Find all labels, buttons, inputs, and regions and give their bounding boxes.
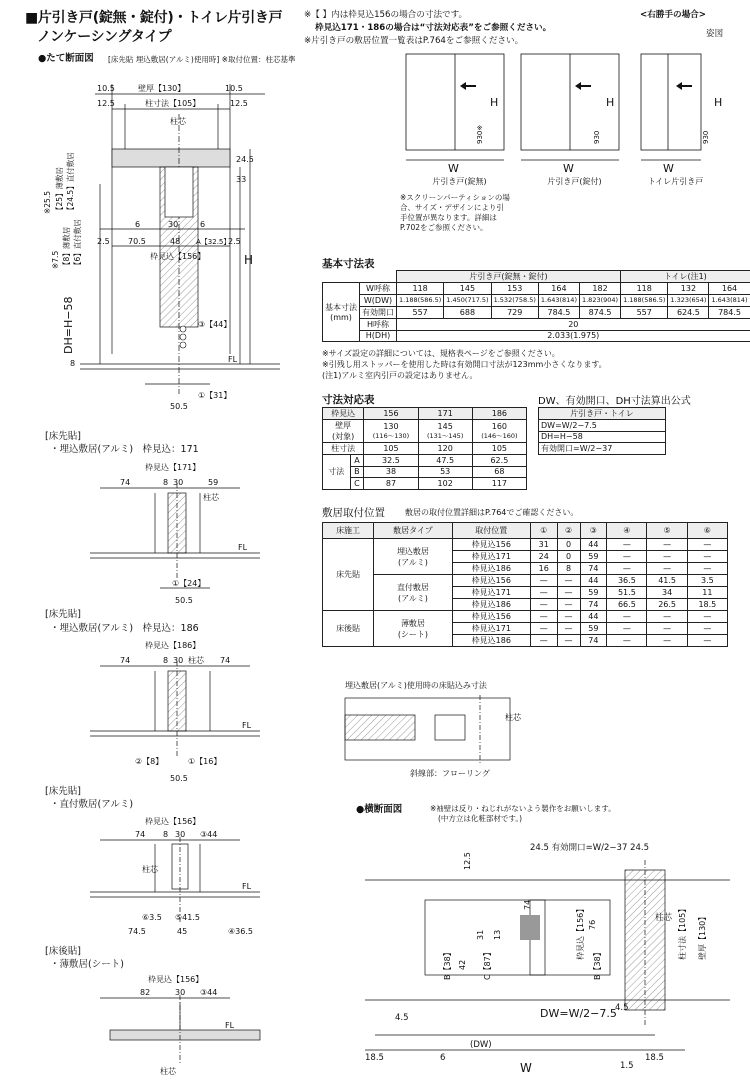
svg-text:8: 8 (163, 478, 169, 487)
floor-detail-caption: 斜線部：フローリング (410, 769, 490, 778)
vs-dim-20: 70.5 (128, 237, 146, 246)
vs-dim-32: ①【31】 (198, 391, 232, 400)
basic-group2: トイレ(注1) (621, 271, 750, 283)
svg-text:74: 74 (120, 656, 131, 665)
svg-text:74: 74 (120, 478, 131, 487)
vs-fl: FL (228, 355, 238, 364)
svg-text:FL: FL (238, 543, 248, 552)
vs-dim-18: 6 (200, 220, 206, 229)
basic-table-notes: ※サイズ設定の詳細については、規格表ページをご参照ください。 ※引残し用ストッパーを使用した時は有効開口寸法が123mm小さくなります。 (注1)アルミ室内引戸の設定はありません。 (322, 349, 607, 380)
svg-text:50.5: 50.5 (175, 596, 193, 605)
detail1-head: [床先貼] (45, 431, 81, 442)
svg-text:B【38】: B【38】 (443, 948, 452, 980)
svg-text:30: 30 (175, 988, 186, 997)
vs-dim-11: 24.5 (236, 155, 254, 164)
svg-text:③44: ③44 (200, 830, 218, 839)
dim-table-title: 寸法対応表 (322, 394, 375, 406)
elev2-930: 930 (593, 130, 601, 144)
basic-table-title: 基本寸法表 (322, 258, 375, 270)
svg-text:24.5 有効開口=W/2−37 24.5: 24.5 有効開口=W/2−37 24.5 (530, 843, 649, 853)
svg-text:枠見込【156】: 枠見込【156】 (576, 904, 585, 960)
row-wdw-label: W(DW) (360, 295, 397, 307)
floor-detail-drawing (340, 690, 530, 768)
svg-text:12.5: 12.5 (463, 852, 472, 870)
formula-title: DW、有効開口、DH寸法算出公式 (538, 396, 691, 407)
vs-dim-16: 6 (135, 220, 141, 229)
svg-text:W: W (520, 1061, 532, 1075)
elev3-930: 930 (702, 130, 710, 144)
svg-text:柱芯: 柱芯 (142, 865, 158, 874)
horizontal-section-title: ●横断面図 (356, 804, 403, 815)
vs-dim-4: 12.5 (97, 99, 115, 108)
vs-dim-27: ③【44】 (198, 320, 232, 329)
vs-dim-13: ※7.5 (51, 250, 60, 269)
svg-text:4.5: 4.5 (615, 1003, 629, 1013)
detail1-name: ・埋込敷居(アルミ) 枠見込：171 (50, 444, 199, 455)
vs-dim-17: 30 (168, 220, 179, 229)
sill-table-title: 敷居取付位置 (322, 507, 385, 519)
vertical-section-subtitle: [床先貼 埋込敷居(アルミ)使用時] ※取付位置：柱芯基準 (108, 55, 296, 64)
svg-text:枠見込【171】: 枠見込【171】 (145, 463, 201, 472)
detail3-head: [床先貼] (45, 786, 81, 797)
svg-text:74.5: 74.5 (128, 927, 146, 936)
basic-row-unit: (mm) (330, 313, 352, 322)
svg-text:枠見込【156】: 枠見込【156】 (145, 817, 201, 826)
svg-text:③44: ③44 (200, 988, 218, 997)
svg-text:45: 45 (177, 927, 188, 936)
detail3-drawing (60, 812, 290, 942)
basic-group1: 片引き戸(錠無・錠付) (397, 271, 621, 283)
horizontal-note: ※袖壁は反り・ねじれがないよう製作をお願いします。 (中方立は化粧部材です。) (430, 804, 616, 823)
svg-text:B【38】: B【38】 (593, 948, 602, 980)
svg-text:柱寸法【105】: 柱寸法【105】 (678, 904, 687, 960)
sill-table-note: 敷居の取付位置詳細はP.764でご確認ください。 (405, 508, 579, 517)
svg-text:①【16】: ①【16】 (188, 757, 222, 766)
detail3-name: ・直付敷居(アルミ) (50, 799, 134, 810)
svg-text:13: 13 (493, 929, 502, 940)
vs-dim-22: A【32.5】 (196, 238, 231, 246)
vs-dim-8: ※25.5 (43, 191, 52, 214)
row-w-label: W呼称 (360, 283, 397, 295)
svg-text:FL: FL (242, 882, 252, 891)
vs-h: H (244, 253, 254, 267)
elev1-w: W (448, 162, 459, 175)
note-1: ※【 】内は枠見込156の場合の寸法です。 (304, 10, 468, 20)
elev2-w: W (563, 162, 574, 175)
svg-text:18.5: 18.5 (365, 1053, 384, 1063)
elevation-label: 姿図 (706, 29, 724, 39)
svg-text:柱芯: 柱芯 (160, 1067, 176, 1076)
detail2-head: [床先貼] (45, 609, 81, 620)
vs-dim-14: 【8】薄敷居 (62, 226, 71, 269)
svg-text:74: 74 (135, 830, 146, 839)
svg-text:FL: FL (242, 721, 252, 730)
svg-text:柱芯: 柱芯 (655, 913, 673, 923)
elevation-drawings (396, 44, 736, 184)
svg-text:C【87】: C【87】 (483, 948, 492, 980)
svg-text:⑥3.5: ⑥3.5 (142, 913, 162, 922)
svg-text:⑤41.5: ⑤41.5 (175, 913, 200, 922)
row-h-label: H呼称 (360, 318, 397, 330)
page-subtitle: ノンケーシングタイプ (37, 29, 172, 45)
vertical-section-title: ●たて断面図 (38, 53, 94, 64)
svg-text:18.5: 18.5 (645, 1053, 664, 1063)
basic-dimension-table: 片引き戸(錠無・錠付) トイレ(注1) 基本寸法 (mm) W呼称 118 145 153 164 182 118 132 164 W(DW) 1.188(586.5) 1.450(717.5) 1.532(758.5) 1.643(814) 1.823(904) 1.188(586.5) 1.323(654) 1.643(814) 有効開口 557 688 729 784.5 874.5 557 624.5 784.5 H呼称 20 H(DH) 2.033(1.975) (322, 270, 750, 342)
sill-position-table: 床施工 敷居タイプ 取付位置 ① ② ③ ④ ⑤ ⑥ 床先貼 埋込敷居 (アルミ) 枠見込156 31 0 44 — — — 枠見込171 24 0 59 — — — 枠見込186 16 8 74 — — — 直付敷居 (アルミ) 枠見込156 — — 44 36.5 41.5 3.5 枠見込171 — — 59 51.5 34 11 枠見込186 — — 74 66.5 26.5 18.5 床後貼 薄敷居 (シート) 枠見込156 — — 44 — — — 枠見込171 — — 59 — — — 枠見込186 — — 74 — — — (322, 522, 728, 647)
basic-row-label: 基本寸法 (325, 303, 357, 312)
vs-dim-6: 12.5 (230, 99, 248, 108)
detail2-drawing (60, 636, 290, 784)
vs-dim-1: 10.5 (97, 84, 115, 93)
svg-text:壁厚【130】: 壁厚【130】 (698, 912, 707, 960)
right-hand-label: <右勝手の場合> (640, 10, 706, 20)
svg-text:1.5: 1.5 (620, 1061, 634, 1071)
elev2-h: H (606, 96, 615, 109)
elev3-caption: トイレ片引き戸 (647, 177, 704, 186)
vs-dim-19: 2.5 (97, 237, 110, 246)
svg-text:(DW): (DW) (470, 1040, 492, 1050)
vertical-section-drawing (0, 64, 300, 414)
elev2-caption: 片引き戸(錠付) (547, 177, 602, 186)
vs-dim-2: 壁厚【130】 (138, 84, 186, 93)
svg-text:DW=W/2−7.5: DW=W/2−7.5 (540, 1007, 617, 1020)
svg-text:31: 31 (476, 929, 485, 940)
vs-frame: 枠見込【156】 (150, 252, 206, 261)
row-opening-label: 有効開口 (360, 306, 397, 318)
svg-text:50.5: 50.5 (170, 774, 188, 783)
vs-dim-3: 10.5 (225, 84, 243, 93)
svg-text:74: 74 (220, 656, 231, 665)
vs-dim-9: 【25】薄敷居 (55, 166, 64, 214)
vs-dim-12: 33 (236, 175, 247, 184)
svg-text:4.5: 4.5 (395, 1013, 409, 1023)
vs-dh: DH=H−58 (62, 296, 75, 354)
row-hdh-label: H(DH) (360, 330, 397, 342)
svg-text:枠見込【186】: 枠見込【186】 (145, 641, 201, 650)
vs-core: 柱芯 (170, 117, 186, 126)
svg-text:76: 76 (588, 919, 597, 930)
detail4-name: ・薄敷居(シート) (50, 959, 124, 970)
svg-text:④36.5: ④36.5 (228, 927, 253, 936)
vs-dim-23: 2.5 (228, 237, 241, 246)
svg-text:6: 6 (440, 1053, 446, 1063)
svg-text:枠見込【156】: 枠見込【156】 (148, 975, 204, 984)
svg-text:8: 8 (163, 656, 169, 665)
screen-partition-note: ※スクリーンパーティションの場合、サイズ・デザインにより引手位置が異なります。詳細はP.702をご参照ください。 (400, 193, 510, 232)
floor-detail-core: 柱芯 (505, 713, 521, 722)
horizontal-section-drawing (355, 830, 745, 1078)
svg-text:柱芯: 柱芯 (188, 656, 204, 665)
svg-text:30: 30 (173, 478, 184, 487)
vs-dim-15: 【6】直付敷居 (73, 219, 82, 269)
svg-text:8: 8 (163, 830, 169, 839)
svg-text:①【24】: ①【24】 (172, 579, 206, 588)
detail2-name: ・埋込敷居(アルミ) 枠見込：186 (50, 623, 199, 634)
elev1-930: 930※ (476, 124, 484, 144)
vs-dim-29: 8 (70, 359, 76, 368)
svg-text:②【8】: ②【8】 (135, 757, 164, 766)
elev3-h: H (714, 96, 723, 109)
dimension-correspondence-table: 枠見込 156 171 186 壁厚 (対象) 130 (116〜130) 145 (131〜145) 160 (146〜160) 柱寸法 105 120 105 寸法 A 32.5 47.5 62.5 B 38 53 68 C 87 102 117 (322, 407, 527, 490)
vs-dim-10: 【24.5】直付敷居 (66, 152, 75, 214)
elev1-h: H (490, 96, 499, 109)
svg-text:74: 74 (523, 899, 532, 910)
formula-table: 片引き戸・トイレ DW=W/2−7.5 DH=H−58 有効開口=W/2−37 (538, 407, 666, 455)
svg-text:42: 42 (458, 959, 467, 970)
note-2: 枠見込171・186の場合は“寸法対応表”をご参照ください。 (315, 23, 552, 33)
svg-text:FL: FL (225, 1021, 235, 1030)
svg-text:柱芯: 柱芯 (203, 493, 219, 502)
page-title: ■片引き戸(錠無・錠付)・トイレ片引き戸 (25, 10, 283, 26)
detail1-drawing (60, 458, 290, 608)
svg-text:82: 82 (140, 988, 151, 997)
elev1-caption: 片引き戸(錠無) (432, 177, 487, 186)
vs-dim-33: 50.5 (170, 402, 188, 411)
vs-dim-21: 48 (170, 237, 181, 246)
detail4-drawing (60, 970, 290, 1078)
note-3: ※片引き戸の敷居位置一覧表はP.764をご参照ください。 (304, 36, 524, 46)
svg-text:30: 30 (173, 656, 184, 665)
svg-text:30: 30 (175, 830, 186, 839)
detail4-head: [床後貼] (45, 946, 81, 957)
floor-detail-title: 埋込敷居(アルミ)使用時の床貼込み寸法 (345, 681, 487, 690)
svg-text:59: 59 (208, 478, 219, 487)
vs-dim-5: 柱寸法【105】 (145, 99, 201, 108)
elev3-w: W (663, 162, 674, 175)
